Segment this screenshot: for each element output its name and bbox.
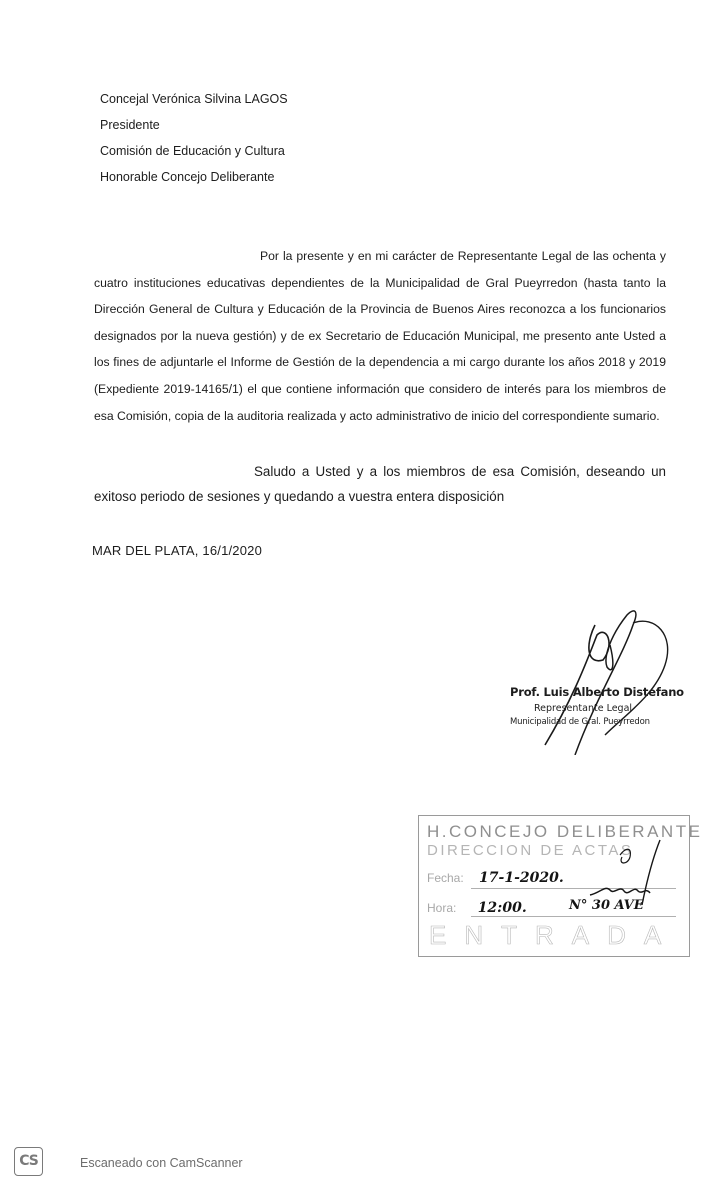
signature-title: Representante Legal xyxy=(534,703,633,714)
stamp-time-row xyxy=(427,900,527,916)
place-date: MAR DEL PLATA, 16/1/2020 xyxy=(92,543,263,558)
recipient-name: Concejal Verónica Silvina LAGOS xyxy=(100,92,288,106)
signature-name: Prof. Luis Alberto Distéfano xyxy=(510,685,684,699)
signature-scribble xyxy=(515,605,695,755)
stamp-time-label: Hora: xyxy=(427,901,457,915)
stamp-entrada: ENTRADA xyxy=(429,920,680,950)
recipient-role: Presidente xyxy=(100,118,160,132)
stamp-date-row xyxy=(427,870,564,886)
letter-body xyxy=(94,243,666,429)
signature-block xyxy=(510,685,684,727)
signature-institution: Municipalidad de Gral. Pueyrredon xyxy=(510,717,650,727)
stamp-line-2: DIRECCION DE ACTAS xyxy=(427,842,634,859)
camscanner-logo-icon: CS xyxy=(14,1147,43,1176)
stamp-time-value: 12:00. xyxy=(477,900,527,916)
stamp-initials-scribble xyxy=(580,835,670,915)
stamp-date-value: 17-1-2020. xyxy=(479,870,564,886)
stamp-number: N° 30 AVE xyxy=(569,898,644,913)
body-paragraph: Por la presente y en mi carácter de Representante Legal de las ochenta y cuatro instituciones educativas dependientes de la Municipalidad de Gral Pueyrredon (hasta tanto la Dirección General de Cultura y Educación de la Provincia de Buenos Aires reconozca a los funcionarios designados por la nueva gestión) y de ex Secretario de Educación Municipal, me presento ante Usted a los fines de adjuntarle el Informe de Gestión de la dependencia a mi cargo durante los años 2018 y 2019 (Expediente 2019-14165/1) el que contiene información que considero de interés para los miembros de esa Comisión, copia de la auditoria realizada y acto administrativo de inicio del correspondiente sumario. xyxy=(94,249,666,423)
closing-paragraph: Saludo a Usted y a los miembros de esa Comisión, deseando un exitoso periodo de sesiones y quedando a vuestra entera disposición xyxy=(94,464,666,504)
camscanner-caption: Escaneado con CamScanner xyxy=(80,1156,243,1170)
recipient-block xyxy=(100,86,288,190)
recipient-commission: Comisión de Educación y Cultura xyxy=(100,144,285,158)
stamp-date-label: Fecha: xyxy=(427,871,464,885)
stamp-time-line xyxy=(471,916,676,917)
letter-closing xyxy=(94,459,666,509)
stamp-line-1: H.CONCEJO DELIBERANTE xyxy=(427,822,703,841)
recipient-body: Honorable Concejo Deliberante xyxy=(100,170,275,184)
